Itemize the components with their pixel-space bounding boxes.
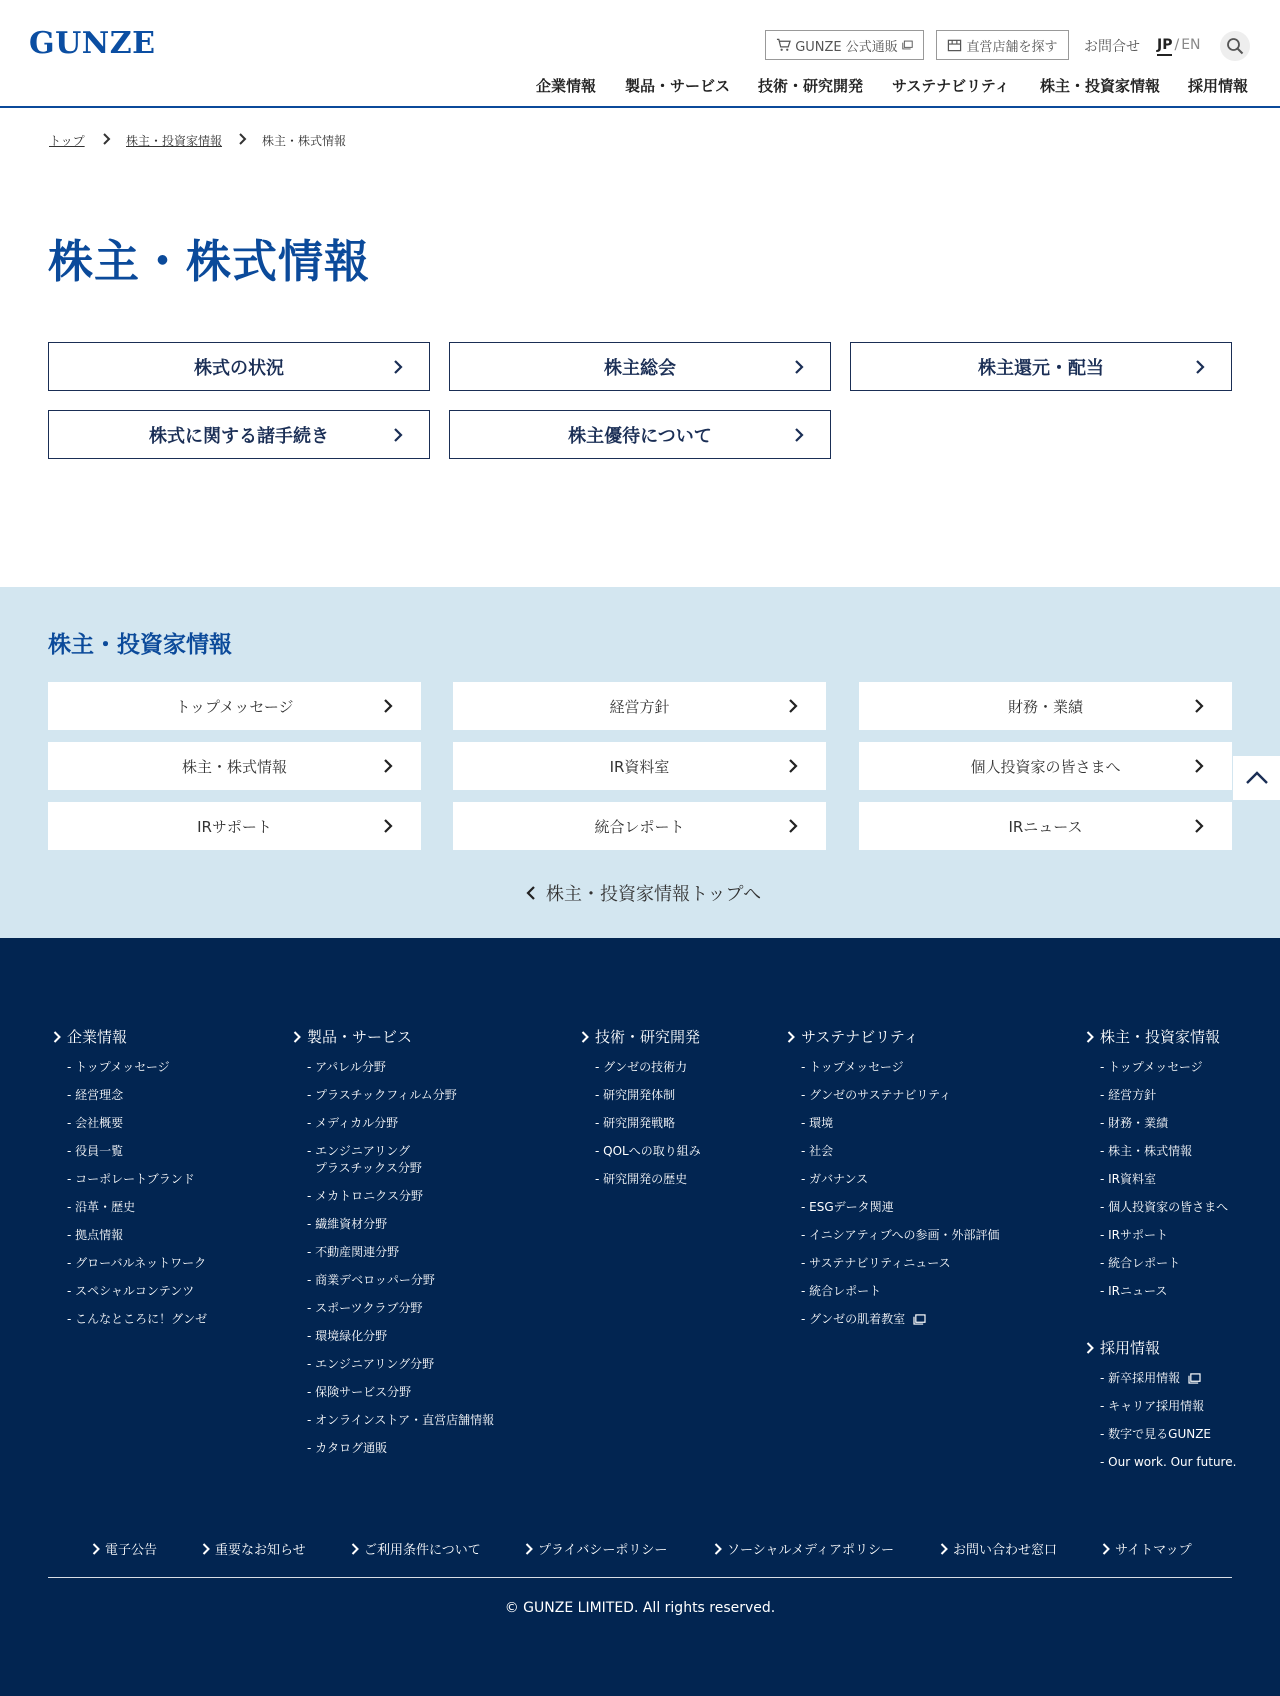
gnav-recruit[interactable]: 採用情報 [1188, 77, 1249, 95]
footer-bottom-label: 重要なお知らせ [215, 1543, 306, 1558]
subnav-label: 株式に関する諸手続き [149, 425, 329, 447]
external-window-icon [1188, 1373, 1201, 1384]
footer-link[interactable]: - 個人投資家の皆さまへ [1100, 1200, 1229, 1214]
footer-divider [48, 1577, 1232, 1578]
footer-link[interactable]: - 研究開発の歴史 [595, 1172, 688, 1186]
search-icon [1226, 37, 1244, 55]
chevron-right-icon [202, 1543, 210, 1555]
external-window-icon [913, 1314, 926, 1325]
chevron-right-icon [794, 360, 804, 374]
gunze-logo[interactable]: GUNZE [29, 26, 156, 61]
footer-bottom-label: プライバシーポリシー [538, 1543, 668, 1558]
footer-bottom-link-terms[interactable] [351, 1539, 481, 1558]
ir-link-news[interactable] [859, 802, 1232, 850]
chevron-right-icon [581, 1031, 589, 1043]
lang-separator: / [1174, 37, 1180, 53]
footer-link[interactable]: - 株主・株式情報 [1100, 1144, 1193, 1158]
chevron-right-icon [293, 1031, 301, 1043]
footer-link[interactable]: - 経営理念 [67, 1088, 124, 1102]
chevron-right-icon [351, 1543, 359, 1555]
ir-link-label: 個人投資家の皆さまへ [970, 757, 1121, 776]
subnav-procedures[interactable] [48, 410, 430, 459]
footer-bottom-link-social[interactable] [714, 1539, 894, 1558]
chevron-right-icon [383, 759, 393, 773]
footer-link[interactable]: - コーポレートブランド [67, 1172, 195, 1186]
chevron-right-icon [1102, 1543, 1110, 1555]
footer-link[interactable]: - 会社概要 [67, 1116, 124, 1130]
footer-link[interactable]: - メディカル分野 [307, 1116, 399, 1130]
contact-link[interactable]: お問合せ [1084, 39, 1140, 55]
footer-link[interactable]: - イニシアティブへの参画・外部評価 [801, 1228, 1000, 1242]
footer-heading-ir[interactable] [1086, 1026, 1220, 1047]
subnav-dividends[interactable] [850, 342, 1232, 391]
footer-link[interactable]: - スポーツクラブ分野 [307, 1301, 423, 1315]
footer-bottom-link-sitemap[interactable] [1102, 1539, 1192, 1558]
footer-link[interactable]: - 研究開発体制 [595, 1088, 676, 1102]
page-top-button[interactable] [1233, 756, 1280, 800]
chevron-right-icon [1086, 1342, 1094, 1354]
copyright: © GUNZE LIMITED. All rights reserved. [504, 1600, 776, 1616]
footer-link[interactable]: - プラスチックフィルム分野 [307, 1088, 457, 1102]
language-switch [1157, 37, 1201, 53]
ir-link-label: 統合レポート [594, 817, 685, 836]
footer-link[interactable]: - 数字で見るGUNZE [1100, 1427, 1212, 1441]
chevron-right-icon [383, 819, 393, 833]
chevron-right-icon [1086, 1031, 1094, 1043]
breadcrumb-current: 株主・株式情報 [262, 134, 347, 148]
store-finder-button[interactable] [936, 30, 1069, 60]
footer-heading-company[interactable] [53, 1026, 127, 1047]
gnav-company[interactable]: 企業情報 [536, 77, 597, 95]
footer-link[interactable]: - アパレル分野 [307, 1060, 386, 1074]
ir-link-label: IR資料室 [609, 757, 670, 776]
chevron-right-icon [1194, 759, 1204, 773]
footer-bottom-label: ご利用条件について [364, 1543, 481, 1558]
footer-link[interactable]: - オンラインストア・直営店舗情報 [307, 1413, 495, 1427]
footer-link[interactable]: - IRサポート [1100, 1228, 1169, 1242]
chevron-right-icon [788, 699, 798, 713]
footer-link[interactable]: - IR資料室 [1100, 1172, 1157, 1186]
ir-link-integrated-report[interactable] [453, 802, 826, 850]
store-finder-label: 直営店舗を探す [966, 39, 1058, 55]
official-shop-button[interactable] [765, 30, 924, 60]
chevron-right-icon [788, 759, 798, 773]
subnav-label: 株主還元・配当 [978, 357, 1104, 379]
cart-icon [776, 38, 791, 52]
footer-link[interactable]: - グンゼのサステナビリティ [801, 1088, 952, 1102]
footer-link[interactable]: - 沿革・歴史 [67, 1200, 136, 1214]
footer-link[interactable]: - 拠点情報 [67, 1228, 124, 1242]
footer-link[interactable]: - エンジニアリング分野 [307, 1357, 435, 1371]
footer-heading-products[interactable] [293, 1026, 412, 1047]
ir-link-individual[interactable] [859, 742, 1232, 790]
ir-link-policy[interactable] [453, 682, 826, 730]
ir-link-stock-info[interactable] [48, 742, 421, 790]
footer-bottom-link-privacy[interactable] [525, 1539, 667, 1558]
footer-bottom-label: サイトマップ [1115, 1543, 1192, 1558]
ir-top-back-label: 株主・投資家情報トップへ [546, 884, 762, 905]
lang-jp[interactable]: JP [1157, 37, 1172, 56]
chevron-right-icon [1194, 819, 1204, 833]
footer-heading-sustainability[interactable] [787, 1026, 919, 1047]
footer-heading-label: 製品・サービス [307, 1028, 413, 1046]
store-icon [947, 38, 962, 52]
footer-link[interactable]: - こんなところに！グンゼ [67, 1312, 208, 1326]
footer-link[interactable]: - QOLへの取り組み [595, 1144, 701, 1158]
ir-top-back-link[interactable] [526, 880, 761, 906]
footer-bottom-link-important[interactable] [202, 1539, 306, 1558]
subnav-general-meeting[interactable] [449, 342, 831, 391]
footer-bottom-link-inquiry[interactable] [940, 1539, 1057, 1558]
footer-link[interactable]: - ESGデータ関連 [801, 1200, 894, 1214]
footer-heading-label: 企業情報 [67, 1028, 128, 1046]
breadcrumb-ir[interactable]: 株主・投資家情報 [126, 134, 223, 148]
ir-link-finance[interactable] [859, 682, 1232, 730]
chevron-right-icon [92, 1543, 100, 1555]
chevron-right-icon [393, 428, 403, 442]
footer-link[interactable]: - 財務・業績 [1100, 1116, 1169, 1130]
footer-link[interactable]: - グンゼの技術力 [595, 1060, 688, 1074]
footer-link[interactable]: - ガバナンス [801, 1172, 869, 1186]
footer-link[interactable]: - 繊維資材分野 [307, 1217, 388, 1231]
footer-heading-label: 株主・投資家情報 [1100, 1028, 1221, 1046]
subnav-label: 株主優待について [568, 425, 712, 447]
ir-link-support[interactable] [48, 802, 421, 850]
footer-heading-label: サステナビリティ [801, 1028, 919, 1046]
footer-heading-recruit[interactable] [1086, 1337, 1160, 1358]
footer-link[interactable]: - トップメッセージ [1100, 1060, 1203, 1074]
subnav-label: 株式の状況 [194, 357, 284, 379]
chevron-right-icon [383, 699, 393, 713]
footer-link-label: - 新卒採用情報 [1100, 1371, 1181, 1385]
footer-link[interactable]: - エンジニアリング [307, 1144, 411, 1158]
footer-bottom-link-notice[interactable] [92, 1539, 157, 1558]
footer-link[interactable]: - キャリア採用情報 [1100, 1399, 1205, 1413]
footer-link[interactable]: - 商業デベロッパー分野 [307, 1273, 435, 1287]
chevron-right-icon [940, 1543, 948, 1555]
footer-link[interactable]: - サステナビリティニュース [801, 1256, 951, 1270]
chevron-right-icon [787, 1031, 795, 1043]
footer-link[interactable]: - 保険サービス分野 [307, 1385, 412, 1399]
footer-link[interactable]: - 経営方針 [1100, 1088, 1157, 1102]
lang-en[interactable]: EN [1181, 37, 1201, 53]
footer-heading-label: 採用情報 [1100, 1339, 1161, 1357]
chevron-left-icon [526, 886, 536, 900]
footer-heading-label: 技術・研究開発 [595, 1028, 701, 1046]
gnav-ir[interactable]: 株主・投資家情報 [1040, 77, 1161, 95]
ir-link-label: IRサポート [197, 817, 272, 836]
footer-bottom-label: 電子公告 [105, 1543, 158, 1558]
footer-bottom-label: お問い合わせ窓口 [953, 1543, 1058, 1558]
chevron-right-icon [393, 360, 403, 374]
chevron-right-icon [1194, 699, 1204, 713]
footer-heading-tech[interactable] [581, 1026, 700, 1047]
footer-link-ext[interactable] [801, 1311, 926, 1328]
chevron-right-icon [525, 1543, 533, 1555]
ir-link-label: トップメッセージ [175, 697, 294, 716]
breadcrumb-top[interactable]: トップ [49, 134, 85, 148]
chevron-right-icon [237, 133, 247, 145]
footer-link[interactable]: - 研究開発戦略 [595, 1116, 676, 1130]
chevron-up-icon [1245, 771, 1269, 785]
subnav-benefits[interactable] [449, 410, 831, 459]
search-button[interactable] [1220, 31, 1250, 61]
footer-link[interactable]: - 環境 [801, 1116, 834, 1130]
footer-link[interactable]: - 社会 [801, 1144, 834, 1158]
footer-link[interactable]: - IRニュース [1100, 1284, 1168, 1298]
gnav-products[interactable]: 製品・サービス [625, 77, 731, 95]
footer-link[interactable]: - 環境緑化分野 [307, 1329, 388, 1343]
footer-link[interactable]: - スペシャルコンテンツ [67, 1284, 195, 1298]
chevron-right-icon [788, 819, 798, 833]
footer-bottom-label: ソーシャルメディアポリシー [727, 1543, 895, 1558]
subnav-stock-status[interactable] [48, 342, 430, 391]
gnav-tech[interactable]: 技術・研究開発 [758, 77, 864, 95]
chevron-right-icon [794, 428, 804, 442]
footer-link[interactable]: - トップメッセージ [801, 1060, 904, 1074]
official-shop-label: GUNZE 公式通販 [795, 39, 898, 55]
ir-section [0, 587, 1280, 938]
footer-link-label: - グンゼの肌着教室 [801, 1312, 906, 1326]
footer-link[interactable]: - Our work. Our future. [1100, 1455, 1237, 1469]
footer-link[interactable]: プラスチックス分野 [315, 1161, 422, 1175]
ir-link-library[interactable] [453, 742, 826, 790]
footer-link[interactable]: - メカトロニクス分野 [307, 1189, 424, 1203]
chevron-right-icon [714, 1543, 722, 1555]
ir-link-label: 経営方針 [609, 697, 670, 716]
page-title: 株主・株式情報 [48, 235, 371, 288]
chevron-right-icon [101, 133, 111, 145]
ir-link-label: 財務・業績 [1007, 697, 1083, 716]
ir-link-top-message[interactable] [48, 682, 421, 730]
footer-link[interactable]: - トップメッセージ [67, 1060, 170, 1074]
footer-link[interactable]: - 役員一覧 [67, 1144, 124, 1158]
chevron-right-icon [1195, 360, 1205, 374]
ir-section-title: 株主・投資家情報 [48, 632, 232, 658]
footer-link[interactable]: - カタログ通販 [307, 1441, 388, 1455]
footer-link[interactable]: - グローバルネットワーク [67, 1256, 207, 1270]
footer-link-ext[interactable] [1100, 1370, 1201, 1387]
footer-link[interactable]: - 統合レポート [801, 1284, 882, 1298]
chevron-right-icon [53, 1031, 61, 1043]
ir-link-label: IRニュース [1008, 817, 1083, 836]
subnav-label: 株主総会 [604, 357, 676, 379]
gnav-sustainability[interactable]: サステナビリティ [892, 77, 1010, 95]
footer-link[interactable]: - 不動産関連分野 [307, 1245, 400, 1259]
footer-link[interactable]: - 統合レポート [1100, 1256, 1181, 1270]
ir-link-label: 株主・株式情報 [181, 757, 287, 776]
external-window-icon [902, 40, 913, 50]
site-header [0, 0, 1280, 108]
